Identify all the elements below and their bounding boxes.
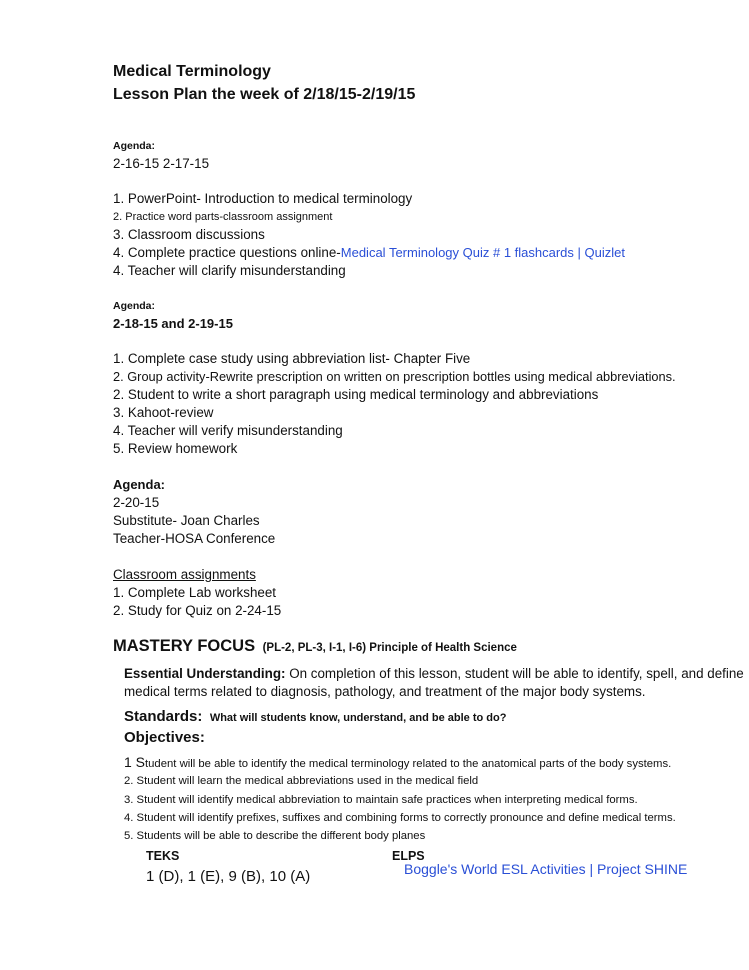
objective-item: 4. Student will identify prefixes, suffixes and combining forms to correctly pronounce and define medical terms. bbox=[124, 812, 676, 824]
objective-item: 5. Students will be able to describe the different body planes bbox=[124, 830, 426, 842]
mastery-heading: MASTERY FOCUS bbox=[113, 637, 256, 655]
assignments-heading: Classroom assignments bbox=[113, 567, 256, 582]
quizlet-link[interactable]: Medical Terminology Quiz # 1 flashcards | Quizlet bbox=[340, 245, 625, 260]
agenda-label: Agenda: bbox=[113, 300, 155, 312]
agenda-label: Agenda: bbox=[113, 140, 155, 152]
objective-item: 3. Student will identify medical abbreviation to maintain safe practices when interpreting medical forms. bbox=[124, 794, 638, 806]
elps-link[interactable]: Boggle's World ESL Activities | Project SHINE bbox=[404, 861, 688, 877]
elps-label: ELPS bbox=[392, 849, 425, 863]
objective-text: tudent will be able to identify the medical terminology related to the anatomical parts of the body systems. bbox=[145, 758, 672, 770]
agenda-line: Teacher-HOSA Conference bbox=[113, 531, 276, 546]
eu-text: On completion of this lesson, student will be able to identify, spell, and define bbox=[285, 666, 744, 681]
mastery-focus bbox=[113, 636, 517, 658]
agenda-item: 4. Teacher will clarify misunderstanding bbox=[113, 263, 346, 278]
assignment-item: 1. Complete Lab worksheet bbox=[113, 585, 277, 600]
agenda-dates: 2-18-15 and 2-19-15 bbox=[113, 316, 233, 331]
objective-prefix: 1 S bbox=[124, 754, 146, 770]
agenda-line: Substitute- Joan Charles bbox=[113, 513, 260, 528]
agenda-label: Agenda: bbox=[113, 477, 165, 492]
standards bbox=[124, 707, 506, 728]
eu-label: Essential Understanding: bbox=[124, 666, 286, 681]
agenda-item: 3. Kahoot-review bbox=[113, 405, 214, 420]
essential-understanding bbox=[124, 666, 744, 682]
agenda-item: 4. Teacher will verify misunderstanding bbox=[113, 423, 343, 438]
document-subtitle: Lesson Plan the week of 2/18/15-2/19/15 bbox=[113, 86, 416, 103]
essential-understanding-cont: medical terms related to diagnosis, pathology, and treatment of the major body systems. bbox=[124, 684, 646, 699]
agenda-item-text: 4. Complete practice questions online- bbox=[113, 245, 341, 260]
standards-label: Standards: bbox=[124, 708, 203, 725]
teks-label: TEKS bbox=[146, 849, 180, 863]
agenda-item: 3. Classroom discussions bbox=[113, 227, 265, 242]
agenda-line: 2-20-15 bbox=[113, 495, 160, 510]
agenda-item: 1. Complete case study using abbreviation list- Chapter Five bbox=[113, 351, 471, 366]
agenda-item: 5. Review homework bbox=[113, 441, 238, 456]
objective-item: 2. Student will learn the medical abbreviations used in the medical field bbox=[124, 775, 479, 787]
agenda-item: 1. PowerPoint- Introduction to medical terminology bbox=[113, 191, 413, 206]
mastery-sub: (PL-2, PL-3, I-1, I-6) Principle of Health Science bbox=[262, 642, 517, 654]
agenda-item: 2. Practice word parts-classroom assignment bbox=[113, 211, 333, 223]
standards-question: What will students know, understand, and be able to do? bbox=[209, 712, 507, 724]
agenda-item bbox=[113, 245, 625, 261]
document-title: Medical Terminology bbox=[113, 63, 271, 80]
agenda-item: 2. Group activity-Rewrite prescription on written on prescription bottles using medical abbreviations. bbox=[113, 369, 676, 384]
objective-item bbox=[124, 754, 671, 772]
teks-value: 1 (D), 1 (E), 9 (B), 10 (A) bbox=[146, 868, 311, 885]
agenda-dates: 2-16-15 2-17-15 bbox=[113, 156, 210, 171]
assignment-item: 2. Study for Quiz on 2-24-15 bbox=[113, 603, 282, 618]
objectives-label: Objectives: bbox=[124, 729, 205, 746]
agenda-item: 2. Student to write a short paragraph using medical terminology and abbreviations bbox=[113, 387, 599, 402]
